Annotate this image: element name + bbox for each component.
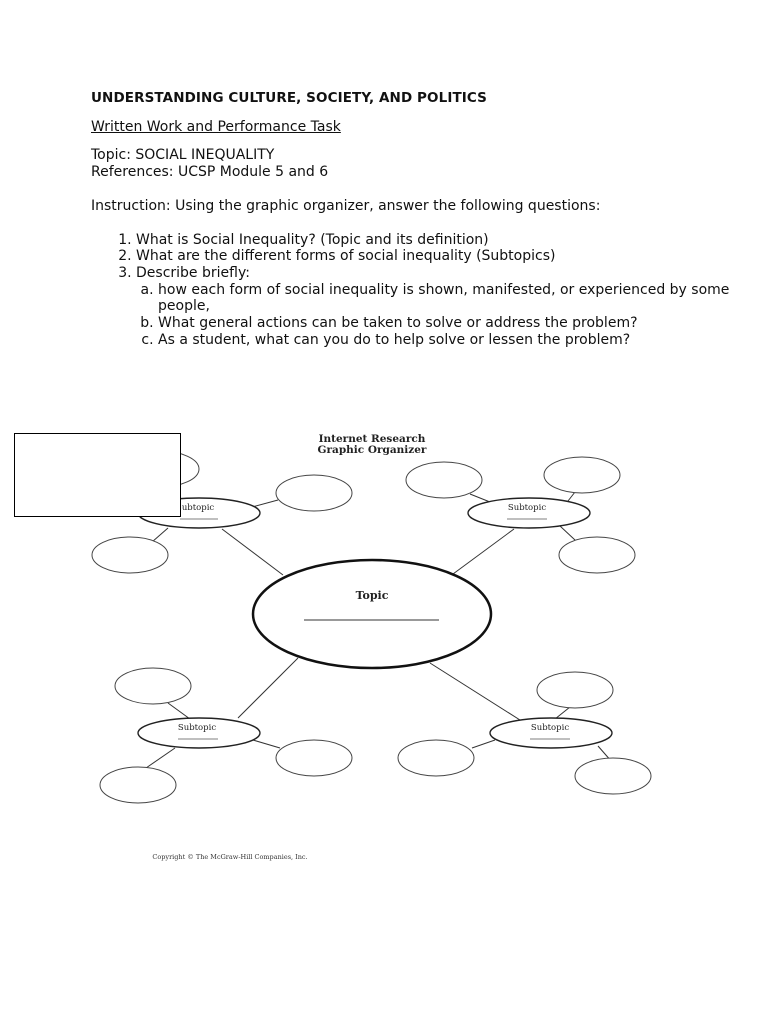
subtopic-label: Subtopic <box>530 723 570 733</box>
connector-line <box>146 748 175 768</box>
connector-line <box>252 500 278 507</box>
connector-line <box>568 492 575 501</box>
organizer-heading-line1: Internet Research <box>318 433 426 445</box>
document-subtitle: Written Work and Performance Task <box>91 118 341 135</box>
connector-line <box>470 494 490 502</box>
subtopic-label: Subtopic <box>507 503 547 513</box>
connector-line <box>238 658 298 718</box>
connector-line <box>253 740 280 748</box>
connector-line <box>222 529 283 575</box>
sub-question-item: b. What general actions can be taken to solve or address the problem? <box>158 315 731 332</box>
detail-oval <box>559 537 635 573</box>
question-text: Describe briefly: <box>136 264 250 281</box>
subtopic-label: Subtopic <box>177 723 217 733</box>
sub-question-item: c. As a student, what can you do to help solve or lessen the problem? <box>158 332 731 349</box>
detail-oval <box>276 740 352 776</box>
connector-line <box>152 528 168 542</box>
connector-line <box>472 740 495 748</box>
sub-question-item: a. how each form of social inequality is shown, manifested, or experienced by some people, <box>158 282 731 315</box>
detail-oval <box>537 672 613 708</box>
topic-label: Topic <box>355 589 389 602</box>
detail-oval <box>100 767 176 803</box>
detail-oval <box>575 758 651 794</box>
topic-line: Topic: SOCIAL INEQUALITY <box>91 147 275 164</box>
references-line: References: UCSP Module 5 and 6 <box>91 164 329 181</box>
detail-oval <box>406 462 482 498</box>
question-item: 1. What is Social Inequality? (Topic and its definition) <box>136 232 731 249</box>
connector-line <box>453 529 514 574</box>
subtopic-label: ubtopic <box>181 503 215 513</box>
instruction-line: Instruction: Using the graphic organizer, answer the following questions: <box>91 197 601 214</box>
detail-oval <box>115 668 191 704</box>
detail-oval <box>92 537 168 573</box>
detail-oval <box>398 740 474 776</box>
detail-oval <box>544 457 620 493</box>
blank-overlay-box <box>14 433 181 517</box>
organizer-heading-line2: Graphic Organizer <box>317 444 427 456</box>
connector-line <box>430 663 520 720</box>
connector-line <box>168 703 190 719</box>
connector-line <box>560 526 575 540</box>
question-item: 2. What are the different forms of social inequality (Subtopics) <box>136 248 731 265</box>
detail-oval <box>276 475 352 511</box>
document-title: UNDERSTANDING CULTURE, SOCIETY, AND POLITICS <box>91 90 487 106</box>
copyright-notice: Copyright © The McGraw-Hill Companies, Inc. <box>152 853 308 861</box>
connector-line <box>555 707 570 719</box>
topic-ellipse <box>253 560 491 668</box>
